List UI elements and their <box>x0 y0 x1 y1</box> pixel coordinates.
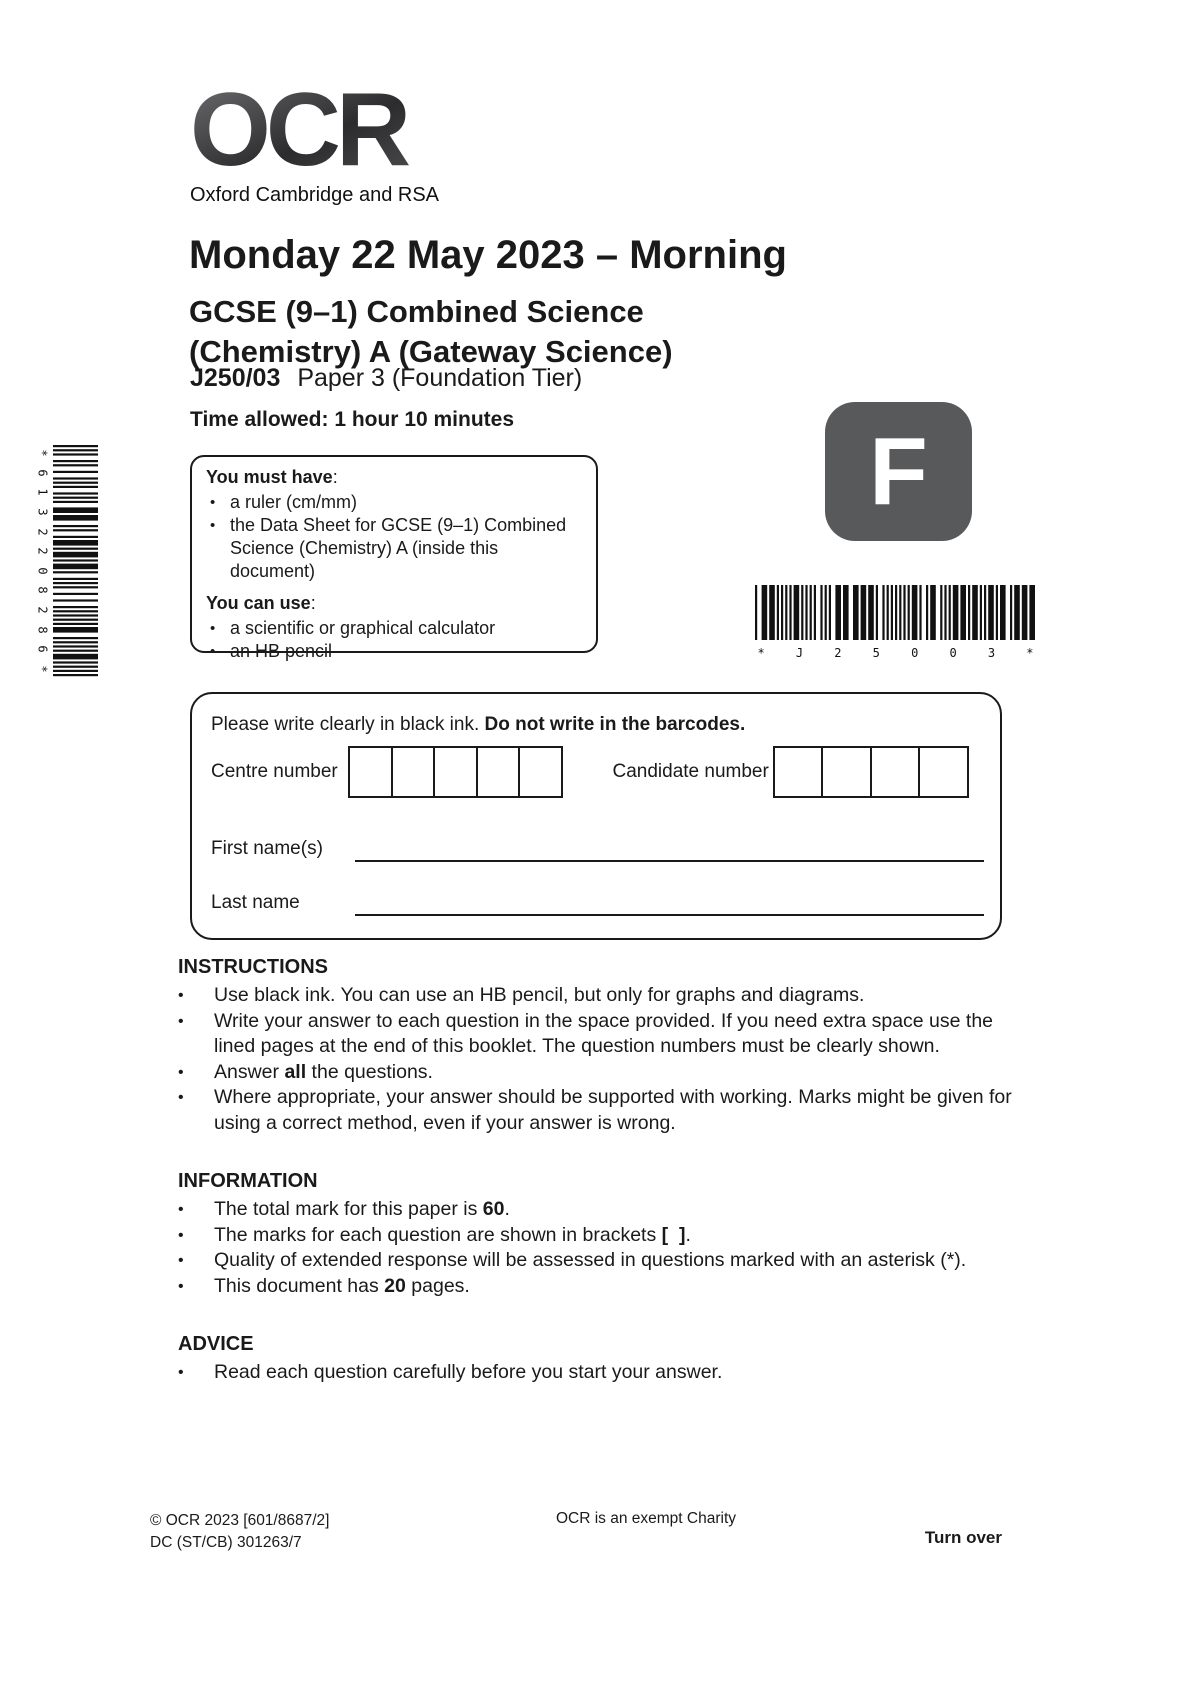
list-item: • Read each question carefully before you start your answer. <box>190 1360 1018 1386</box>
bullet-icon: • <box>178 1201 184 1218</box>
horizontal-barcode <box>755 585 1036 660</box>
number-cell[interactable] <box>391 748 434 796</box>
last-name-label: Last name <box>211 892 300 913</box>
paper-code-line <box>190 364 582 393</box>
turn-over-label: Turn over <box>924 1528 1002 1547</box>
candidate-number-label: Candidate number <box>612 761 769 782</box>
must-have-heading: You must have: <box>206 467 338 487</box>
bullet-icon: • <box>178 1012 184 1030</box>
last-name-row <box>211 888 984 916</box>
can-use-heading: You can use: <box>206 593 316 613</box>
notes-sections <box>178 956 1018 1386</box>
vertical-barcode-text: * 6 1 3 2 2 0 8 2 8 6 * <box>35 449 50 673</box>
list-item: • a ruler (cm/mm) <box>206 491 582 514</box>
instructions-heading: INSTRUCTIONS <box>178 956 328 978</box>
list-item: • an HB pencil <box>206 640 582 663</box>
ocr-logo-text: OCR <box>190 78 439 182</box>
bullet-icon: • <box>178 1089 184 1106</box>
list-item: • The marks for each question are shown in brackets [ ]. <box>190 1223 1018 1249</box>
advice-section <box>178 1333 1018 1386</box>
bullet-icon: • <box>178 1226 184 1244</box>
bullet-icon: • <box>210 517 216 534</box>
bullet-icon: • <box>178 1277 184 1295</box>
horizontal-barcode-text: * J 2 5 0 0 3 * <box>757 646 1034 660</box>
footer-copyright-line1: © OCR 2023 [601/8687/2] <box>150 1512 330 1529</box>
list-item: • The total mark for this paper is 60. <box>190 1197 1018 1223</box>
subject-line-2: (Chemistry) A (Gateway Science) <box>189 334 673 369</box>
footer-charity-note: OCR is an exempt Charity <box>555 1510 737 1527</box>
bullet-icon: • <box>178 1364 184 1381</box>
information-list <box>178 1197 1018 1299</box>
information-heading: INFORMATION <box>178 1170 318 1192</box>
exam-date-title: Monday 22 May 2023 – Morning <box>189 233 787 277</box>
number-cell[interactable] <box>918 748 967 796</box>
tier-letter: F <box>869 417 928 525</box>
page-footer <box>150 1510 1002 1554</box>
number-cell[interactable] <box>870 748 919 796</box>
list-item: • Answer all the questions. <box>190 1060 1018 1086</box>
candidate-number-boxes[interactable] <box>773 746 969 798</box>
bullet-icon: • <box>178 987 184 1004</box>
list-item: • Write your answer to each question in the space provided. If you need extra space use the lined pages at the end of this booklet. The question numbers must be clearly shown. <box>190 1009 1018 1060</box>
bullet-icon: • <box>178 1252 184 1269</box>
advice-heading: ADVICE <box>178 1333 254 1355</box>
centre-number-label: Centre number <box>211 761 338 782</box>
number-cell[interactable] <box>518 748 561 796</box>
time-allowed: Time allowed: 1 hour 10 minutes <box>190 408 515 431</box>
materials-box <box>190 455 598 661</box>
candidate-details-box <box>190 692 1002 940</box>
footer-copyright <box>150 1510 450 1554</box>
number-cell[interactable] <box>821 748 870 796</box>
foundation-tier-badge <box>825 402 972 541</box>
last-name-input-line[interactable] <box>355 888 984 916</box>
bullet-icon: • <box>210 643 216 660</box>
paper-tier-name: Paper 3 (Foundation Tier) <box>297 364 583 392</box>
first-name-label: First name(s) <box>211 838 323 859</box>
list-item: • a scientific or graphical calculator <box>206 617 582 640</box>
information-section <box>178 1170 1018 1299</box>
can-use-list <box>206 617 582 663</box>
instructions-section <box>178 956 1018 1136</box>
bullet-icon: • <box>178 1063 184 1081</box>
exam-subject-title <box>189 292 673 372</box>
footer-copyright-line2: DC (ST/CB) 301263/7 <box>150 1534 302 1551</box>
horizontal-barcode-bars <box>755 585 1036 640</box>
centre-number-boxes[interactable] <box>348 746 563 798</box>
number-cell[interactable] <box>350 748 391 796</box>
ocr-logo <box>190 72 440 207</box>
number-cell[interactable] <box>775 748 822 796</box>
instructions-list <box>178 983 1018 1136</box>
list-item: • Where appropriate, your answer should be supported with working. Marks might be given for using a correct method, even if your answer is wrong. <box>190 1085 1018 1136</box>
first-name-input-line[interactable] <box>355 834 984 862</box>
number-entry-row <box>211 746 986 798</box>
bullet-icon: • <box>210 620 216 637</box>
ocr-logo-tagline: Oxford Cambridge and RSA <box>190 184 440 206</box>
list-item: • This document has 20 pages. <box>190 1274 1018 1300</box>
list-item: • Quality of extended response will be assessed in questions marked with an asterisk (*). <box>190 1248 1018 1274</box>
vertical-barcode-bars <box>53 445 98 678</box>
number-cell[interactable] <box>433 748 476 796</box>
subject-line-1: GCSE (9–1) Combined Science <box>189 294 644 329</box>
must-have-list <box>206 491 582 583</box>
list-item: • Use black ink. You can use an HB pencil, but only for graphs and diagrams. <box>190 983 1018 1009</box>
bullet-icon: • <box>210 494 216 511</box>
first-name-row <box>211 834 984 862</box>
advice-list <box>178 1360 1018 1386</box>
list-item: • the Data Sheet for GCSE (9–1) Combined Science (Chemistry) A (inside this document) <box>206 514 582 583</box>
black-ink-notice: Please write clearly in black ink. Do not write in the barcodes. <box>211 714 746 735</box>
vertical-barcode <box>34 445 100 678</box>
number-cell[interactable] <box>476 748 519 796</box>
paper-code: J250/03 <box>190 364 281 392</box>
